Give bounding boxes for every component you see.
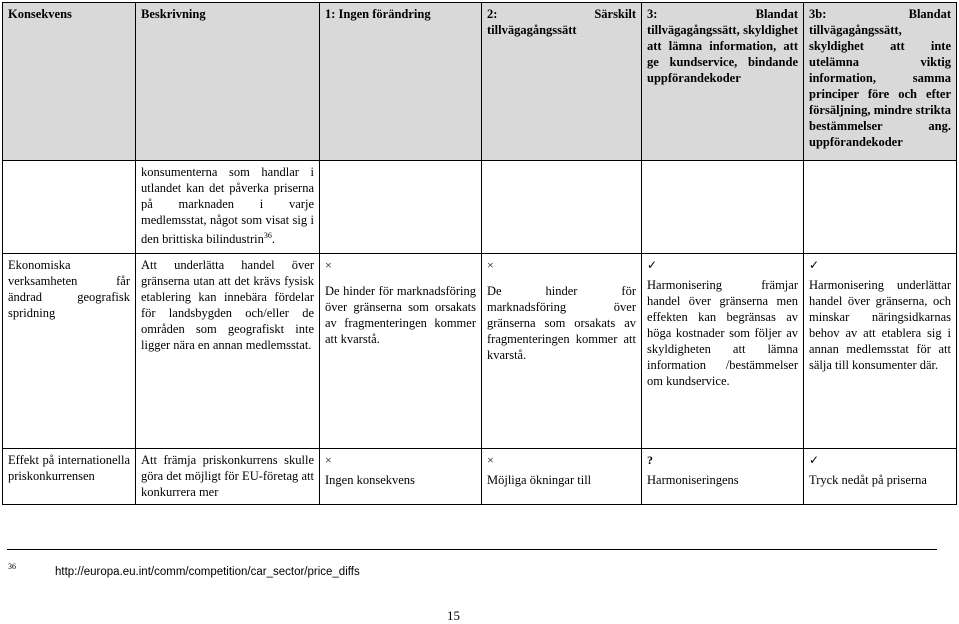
option-1-cell [320,449,482,505]
option-1-cell [320,254,482,449]
continuation-empty-cell [482,161,642,254]
footnote-ref: 36 [263,231,272,240]
consequence-cell: Effekt på internationella priskonkurrensen [3,449,136,505]
consequence-table [2,2,957,505]
header-option-2-number: 2: [487,7,498,21]
continuation-text: konsumenterna som handlar i utlandet kan det påverka priserna på marknaden i varje medlemsstat, något som visat sig i den brittiska bilindustrin [141,165,314,247]
check-icon: ✓ [809,258,820,272]
cross-icon: × [325,258,332,272]
question-icon: ? [647,453,653,467]
option-3b-cell [804,254,957,449]
option-2-cell [482,254,642,449]
header-option-3b-word: Blandat [908,7,951,21]
check-icon: ✓ [647,258,658,272]
option-2-text: Möjliga ökningar till [487,473,592,487]
option-3-text: Harmoniseringens [647,473,739,487]
header-option-2 [482,3,642,161]
option-2-text: De hinder för marknadsföring över gränserna som orsakats av fragmenteringen kommer att kvarstå. [487,284,636,362]
header-option-3-word: Blandat [755,7,798,21]
header-option-3 [642,3,804,161]
continuation-empty-cell [642,161,804,254]
header-option-3-number: 3: [647,7,658,21]
header-row [3,3,957,161]
continuation-empty-cell [3,161,136,254]
check-icon: ✓ [809,453,820,467]
continuation-row [3,161,957,254]
header-option-2-word: Särskilt [594,7,636,21]
option-1-text: De hinder för marknadsföring över gränserna som orsakats av fragmenteringen kommer att kvarstå. [325,284,476,346]
option-3b-text: Tryck nedåt på priserna [809,473,927,487]
header-option-3b-rest: tillvägagångssätt, skyldighet att inte utelämna viktig information, samma principer före och efter försäljning, mindre strikta bestämmelser ang. uppförandekoder [809,23,951,149]
continuation-end: . [271,232,276,247]
header-option-2-rest: tillvägagångssätt [487,23,577,37]
option-3-cell [642,254,804,449]
header-option-3b-number: 3b: [809,7,827,21]
continuation-empty-cell [804,161,957,254]
description-cell: Att främja priskonkurrens skulle göra det möjligt för EU-företag att konkurrera mer [136,449,320,505]
description-cell: Att underlätta handel över gränserna utan att det krävs fysisk etablering kan innebära fördelar för landsbygden och/eller de områden som geografiskt inte ligger nära en annan medlemsstat. [136,254,320,449]
header-option-3b [804,3,957,161]
table-row [3,254,957,449]
continuation-text-cell [136,161,320,254]
option-3-cell [642,449,804,505]
continuation-empty-cell [320,161,482,254]
option-2-cell [482,449,642,505]
footnote-divider [7,549,937,550]
option-1-text: Ingen konsekvens [325,473,415,487]
header-option-3-rest: tillvägagångssätt, skyldighet att lämna information, att ge kundservice, bindande uppförandekoder [647,23,798,85]
page-number: 15 [447,608,460,623]
option-3b-text: Harmonisering underlättar handel över gränserna, och minskar näringsidkarnas behov av att etablera sig i annan medlemsstat för att sälja till konsumenter där. [809,278,951,372]
header-option-1: 1: Ingen förändring [320,3,482,161]
cross-icon: × [487,453,494,467]
cross-icon: × [325,453,332,467]
footnote-number: 36 [8,562,16,571]
footnote-link[interactable]: http://europa.eu.int/comm/competition/car_sector/price_diffs [55,566,360,578]
header-description: Beskrivning [136,3,320,161]
cross-icon: × [487,258,494,272]
option-3-text: Harmonisering främjar handel över gränserna men effekten kan begränsas av höga kostnader som följer av skyldigheten att lämna information /bestämmelser om kundservice. [647,278,798,388]
table-row [3,449,957,505]
option-3b-cell [804,449,957,505]
consequence-cell: Ekonomiska verksamheten får ändrad geografisk spridning [3,254,136,449]
header-consequence: Konsekvens [3,3,136,161]
